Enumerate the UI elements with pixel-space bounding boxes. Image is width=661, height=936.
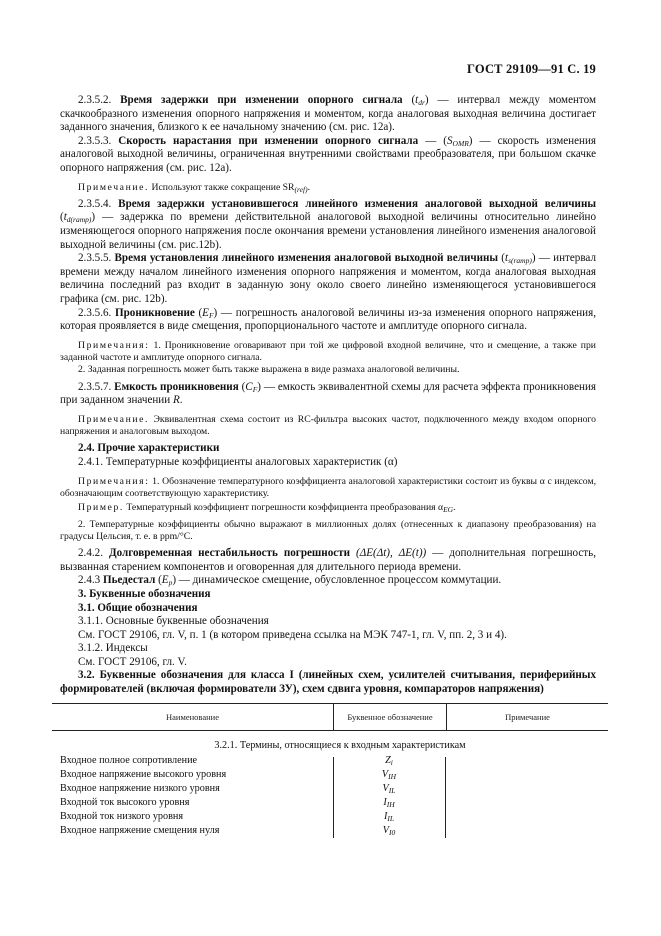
symbol-open: (: [60, 211, 64, 224]
paragraph-2-3-5-7: [60, 381, 596, 408]
header-name: Наименование: [52, 704, 334, 730]
note-2-penetration: 2. Заданная погрешность может быть также выражена в виде размаха аналоговой величины.: [78, 364, 460, 376]
symbol-close: ): [531, 252, 536, 265]
term: Время задержки при изменении опорного сигнала: [120, 94, 403, 106]
symbol-close: ): [468, 134, 473, 147]
section-3-2-title: 3.2. Буквенные обозначения для класса I (линейных схем, усилителей считывания, периферийных формирователей (включая формирователи ЗУ), схем сдвига уровня, компараторов напряжения): [60, 669, 596, 696]
table-section-title: 3.2.1. Термины, относящиеся к входным характеристикам: [214, 740, 466, 751]
symbol-close: ): [424, 94, 429, 106]
note-label: Примечания:: [78, 475, 150, 487]
paragraph-3-1-1: 3.1.1. Основные буквенные обозначения: [78, 615, 269, 628]
section-3-1-title: 3.1. Общие обозначения: [78, 601, 198, 614]
paragraph-2-3-5-6: [60, 307, 596, 334]
symbol-open: (: [411, 94, 416, 106]
symbol-subscript: p: [168, 578, 173, 588]
definition-text: — интервал между моментом скачкообразного изменения опорного напряжения и моментом, когда аналоговая выходная величина достигает заданного значения, близкого к ее начальному значению (см. рис. 12а).: [60, 94, 596, 134]
note-rc-filter: [60, 414, 596, 439]
note-end: .: [307, 181, 311, 193]
paragraph-3-1-2-ref: См. ГОСТ 29106, гл. V.: [78, 655, 187, 668]
note-sr-ref: [60, 182, 596, 194]
note-example: [60, 502, 596, 514]
header-note: Примечание: [505, 712, 550, 722]
symbol-subscript: dr: [418, 98, 425, 107]
table-row: [52, 823, 608, 837]
symbol-r: R: [172, 394, 180, 407]
symbol-subscript: F: [252, 384, 258, 394]
clause-number: 2.3.5.7.: [78, 380, 112, 393]
paragraph-2-3-5-3: [60, 135, 596, 176]
example-end: .: [453, 502, 456, 514]
table-row: [52, 781, 608, 795]
term: Долговременная нестабильность погрешности: [108, 547, 351, 560]
symbol-close: ): [172, 574, 177, 587]
example-label: Пример.: [78, 502, 124, 514]
note-1: 1. Обозначение температурного коэффициента аналоговой характеристики состоит из буквы α с индексом, обозначающим соответствующую характеристику.: [60, 475, 596, 499]
definition-text: — интервал времени между началом линейного изменения опорного напряжения и моментом, когда аналоговая выходная величина последний раз входит в заданную зону около своего линейно изменяющегося установившегося графика (см. рис. 12b).: [60, 252, 596, 306]
definition-text: — дополнительная погрешность, вызванная старением компонентов и оговоренная для длительного периода времени.: [60, 547, 596, 573]
symbol-open: (: [158, 574, 162, 587]
definition-text: — емкость эквивалентной схемы для расчета эффекта проникновения при заданном значении: [60, 380, 596, 407]
column-divider: [445, 757, 446, 838]
row-symbol: $I_{IH}$: [383, 796, 395, 809]
symbol: t: [63, 211, 67, 224]
table-body: [52, 731, 608, 838]
row-symbol: $I_{IL}$: [383, 810, 395, 823]
term: Скорость нарастания при изменении опорного сигнала: [118, 134, 419, 147]
paragraph-2-4-2: [60, 547, 596, 574]
paragraph-2-4-3: [60, 574, 596, 588]
table-row: [52, 809, 608, 823]
row-symbol: $Z_i$: [385, 754, 393, 767]
symbol: E: [161, 574, 169, 587]
term: Время задержки установившегося линейного изменения аналоговой выходной величины: [118, 197, 596, 210]
row-name: Входной ток низкого уровня: [60, 810, 184, 822]
term: Время установления линейного изменения аналоговой выходной величины: [114, 252, 499, 265]
clause-number: 2.3.5.3.: [78, 134, 112, 147]
row-symbol: $V_{IH}$: [381, 768, 397, 781]
paragraph-2-4-1: 2.4.1. Температурные коэффициенты аналоговых характеристик (α): [78, 456, 398, 469]
table-row: [52, 795, 608, 809]
header-symbol: Буквенное обозначение: [334, 704, 447, 730]
note-1: 1. Проникновение оговаривают при той же цифровой входной величине, что и смещение, а также при заданной частоте и амплитуде опорного сигнала.: [60, 339, 596, 364]
note-2-temperature: 2. Температурные коэффициенты обычно выражают в миллионных долях (отнесенных к диапазону преобразования) на градусы Цельсия, т. е. в ppm/°C.: [60, 518, 596, 542]
term: Проникновение: [114, 306, 195, 319]
term: Пьедестал: [102, 574, 156, 587]
note-text: Эквивалентная схема состоит из RC-фильтра высоких частот, подключенного между входом опорного напряжения и аналоговым выходом.: [60, 413, 596, 438]
symbol-close: ): [257, 380, 261, 393]
note-label: Примечание.: [78, 413, 150, 425]
clause-number: 2.3.5.6.: [78, 306, 112, 319]
row-name: Входной ток высокого уровня: [60, 796, 190, 808]
symbol-open: — (: [418, 134, 447, 147]
paragraph-2-3-5-5: [60, 252, 596, 306]
section-2-4-title: 2.4. Прочие характеристики: [78, 442, 220, 455]
symbol: S: [446, 134, 453, 147]
row-symbol: $V_{IL}$: [382, 782, 396, 795]
symbol-close: ): [213, 306, 218, 319]
clause-number: 2.4.3: [78, 574, 101, 587]
symbol-subscript: OMR: [452, 138, 469, 148]
paragraph-3-1-1-ref: См. ГОСТ 29106, гл. V, п. 1 (в котором приведена ссылка на МЭК 747-1, гл. V, пп. 2, 3 и 4).: [78, 628, 507, 641]
symbol: (ΔE(Δt), ΔE(t)): [356, 547, 427, 560]
notes-temperature: [60, 476, 596, 501]
definition-text: — погрешность аналоговой величины из-за изменения опорного напряжения, которая проявляется в виде смещения, пропорционального частоте и амплитуде опорного сигнала.: [60, 306, 596, 333]
note-subscript: (ref): [294, 184, 308, 194]
symbol-close: ): [91, 211, 96, 224]
definition-end: .: [179, 394, 183, 407]
row-name: Входное полное сопротивление: [60, 754, 198, 766]
paragraph-3-1-2: 3.1.2. Индексы: [78, 642, 148, 655]
page-header: ГОСТ 29109—91 С. 19: [467, 62, 596, 76]
notes-penetration: [60, 340, 596, 365]
column-divider: [333, 757, 334, 838]
definition-text: — динамическое смещение, обусловленное процессом коммутации.: [176, 574, 502, 587]
symbol-open: (: [198, 306, 203, 319]
symbol-subscript: d(ramp): [66, 215, 92, 225]
symbol-open: (: [241, 380, 246, 393]
clause-number: 2.3.5.2.: [78, 94, 112, 106]
definition-text: — задержка по времени действительной аналоговой выходной величины относительно линейно изменяющегося опорного напряжения после окончания времени установления линейного изменения аналоговой выходной величины (см. рис.12b).: [60, 211, 596, 251]
row-symbol: $V_{I0}$: [382, 825, 396, 838]
symbols-table: [52, 703, 608, 838]
symbol: E: [202, 306, 209, 319]
note-label: Примечание.: [78, 181, 150, 193]
section-3-title: 3. Буквенные обозначения: [78, 587, 211, 600]
clause-number: 2.3.5.4.: [78, 197, 112, 210]
document-body: [60, 94, 596, 697]
row-name: Входное напряжение высокого уровня: [60, 768, 227, 780]
example-text: Температурный коэффициент погрешности коэффициента преобразования α: [123, 502, 444, 514]
symbol-subscript: s(ramp): [508, 256, 532, 266]
symbol: t: [505, 252, 509, 265]
row-name: Входное напряжение низкого уровня: [60, 782, 220, 794]
note-text: Используют также сокращение SR: [149, 181, 295, 193]
table-row: [52, 767, 608, 781]
symbol: C: [245, 380, 253, 393]
term: Емкость проникновения: [114, 380, 239, 393]
table-row: [52, 753, 608, 767]
table-header: [52, 703, 608, 731]
paragraph-2-3-5-4: [60, 198, 596, 252]
example-subscript: EG: [443, 505, 454, 515]
definition-text: — скорость изменения аналоговой выходной величины, ограниченная внутренними свойствами преобразователя, при большом скачке опорного напряжения (см. рис. 12а).: [60, 134, 597, 174]
paragraph-2-3-5-2: [60, 94, 596, 135]
note-label: Примечания:: [78, 339, 150, 351]
clause-number: 2.3.5.5.: [78, 252, 112, 265]
symbol: t: [415, 94, 419, 106]
clause-number: 2.4.2.: [78, 547, 103, 560]
row-name: Входное напряжение смещения нуля: [60, 825, 220, 837]
symbol-subscript: F: [208, 310, 214, 320]
symbol-open: (: [501, 252, 505, 265]
